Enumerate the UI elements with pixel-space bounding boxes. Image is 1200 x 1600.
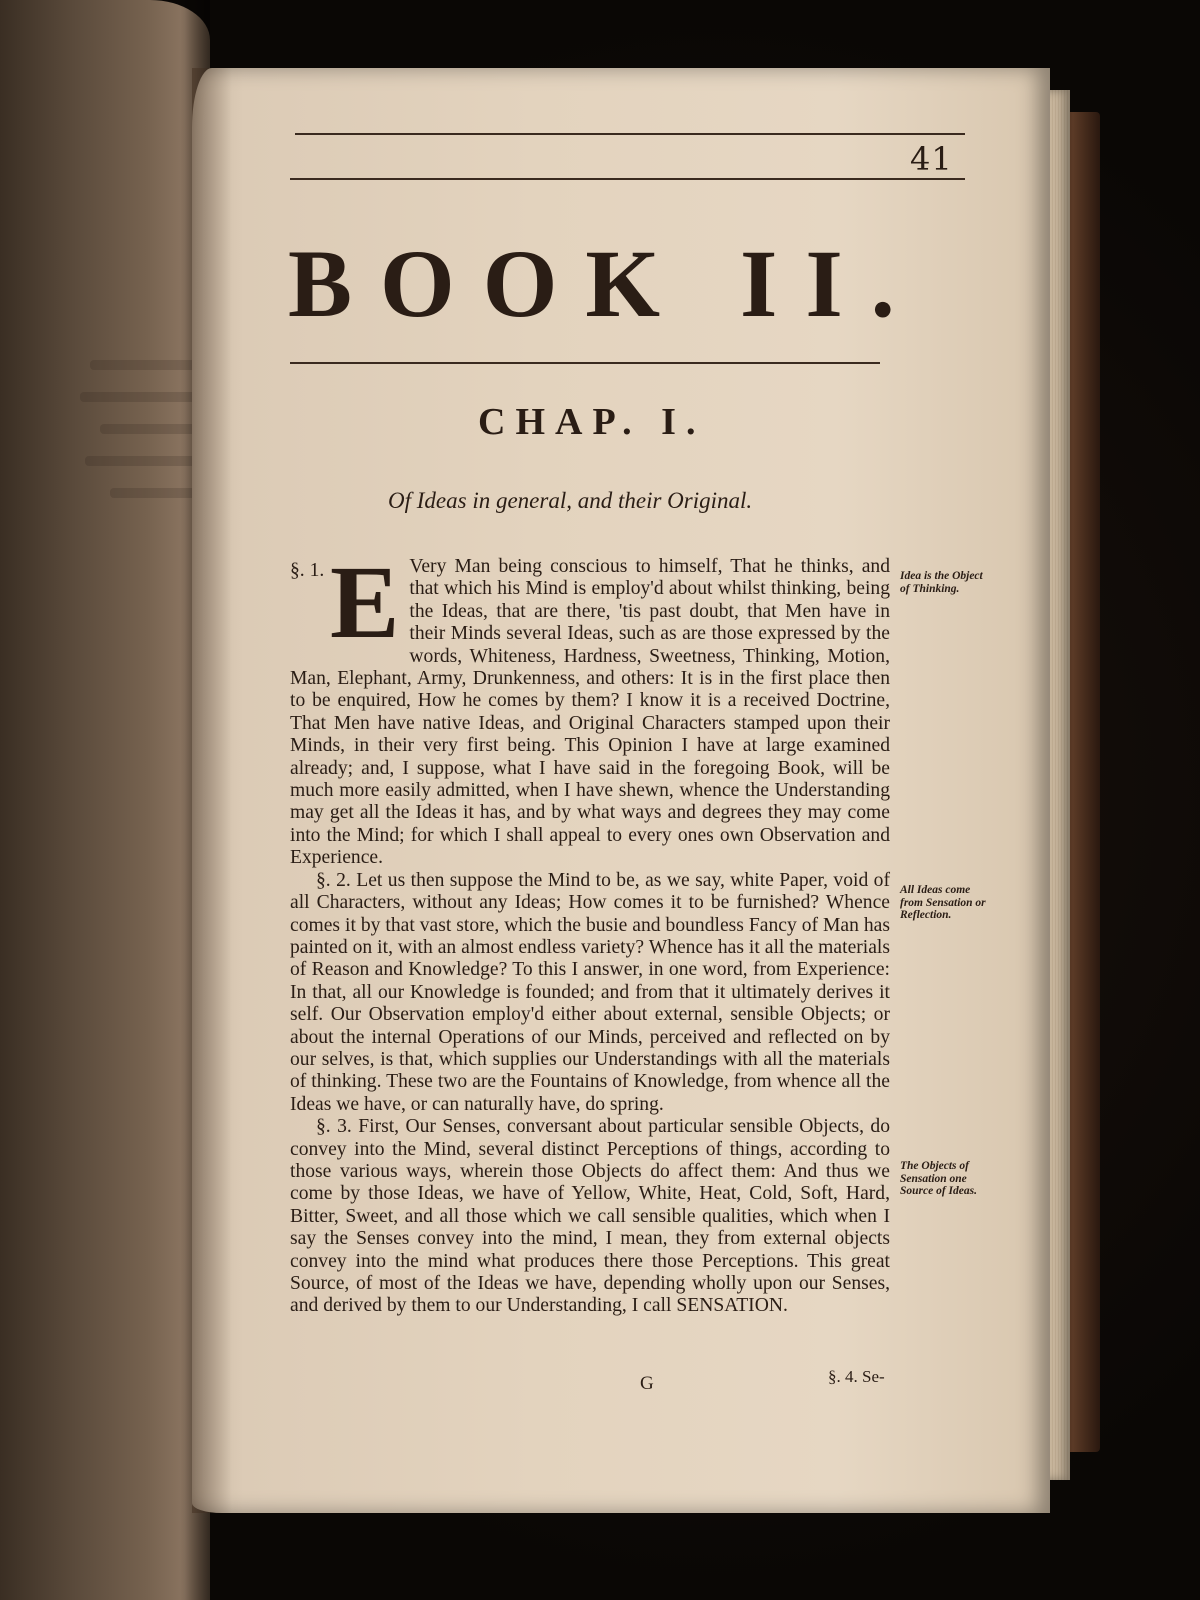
page-number: 41 <box>910 140 953 178</box>
body-text <box>290 545 890 1318</box>
margin-note-1: Idea is the Object of Thinking. <box>900 570 983 595</box>
signature-mark: G <box>640 1373 654 1394</box>
chapter-subtitle: Of Ideas in general, and their Original. <box>388 488 753 513</box>
drop-cap: E <box>330 545 400 660</box>
book-title: BOOK II. <box>288 230 923 337</box>
chapter-title: CHAP. I. <box>478 401 706 443</box>
section-3 <box>290 1116 890 1318</box>
catchword: §. 4. Se- <box>828 1367 885 1386</box>
header-rule-top <box>295 133 965 135</box>
section-1 <box>290 545 890 870</box>
gutter-shadow <box>192 68 232 1513</box>
section-1-text: Very Man being conscious to himself, That he thinks, and that which his Mind is employ'd about whilst thinking, being the Ideas, that are there, 'tis past doubt, that Men have in their Minds several Ideas, such as are those expressed by the words, Whiteness, Hardness, Sweetness, Thinking, Motion, Man, Elephant, Army, Drunkenness, and others: It is in the first place then to be enquired, How he comes by them? I know it is a received Doctrine, That Men have native Ideas, and Original Characters stamped upon their Minds, in their very first being. This Opinion I have at large examined already; and, I suppose, what I have said in the foregoing Book, will be much more easily admitted, when I have shewn, whence the Understanding may get all the Ideas it has, and by what ways and degrees they may come into the Mind; for which I shall appeal to every ones own Observation and Experience. <box>290 556 890 869</box>
header-rule-bottom <box>290 178 965 180</box>
section-3-mark: §. 3. <box>316 1116 352 1138</box>
section-2 <box>290 870 890 1116</box>
section-2-mark: §. 2. <box>316 869 351 891</box>
section-2-text: Let us then suppose the Mind to be, as we say, white Paper, void of all Characters, without any Ideas; How comes it to be furnished? Whence comes it by that vast store, which the busie and boundless Fancy of Man has painted on it, with an almost endless variety? Whence has it all the materials of Reason and Knowledge? To this I answer, in one word, from Experience: In that, all our Knowledge is founded; and from that it ultimately derives it self. Our Observation employ'd either about external, sensible Objects; or about the internal Operations of our Minds, perceived and reflected on by our selves, is that, which supplies our Understandings with all the materials of thinking. These two are the Fountains of Knowledge, from whence all the Ideas we have, or can naturally have, do spring. <box>290 869 890 1115</box>
left-page <box>0 0 210 1600</box>
section-3-text: First, Our Senses, conversant about particular sensible Objects, do convey into the Mind, several distinct Perceptions of things, according to those various ways, wherein those Objects do affect them: And thus we come by those Ideas, we have of Yellow, White, Heat, Cold, Soft, Hard, Bitter, Sweet, and all those which we call sensible qualities, which when I say the Senses convey into the mind, I mean, they from external objects convey into the mind what produces there those Perceptions. This great Source, of most of the Ideas we have, depending wholly upon our Senses, and derived by them to our Understanding, I call SENSATION. <box>290 1116 890 1317</box>
margin-note-2: All Ideas come from Sensation or Reflection. <box>900 884 986 921</box>
section-1-mark: §. 1. <box>290 560 325 581</box>
title-rule <box>290 362 880 364</box>
margin-note-3: The Objects of Sensation one Source of Ideas. <box>900 1160 977 1197</box>
